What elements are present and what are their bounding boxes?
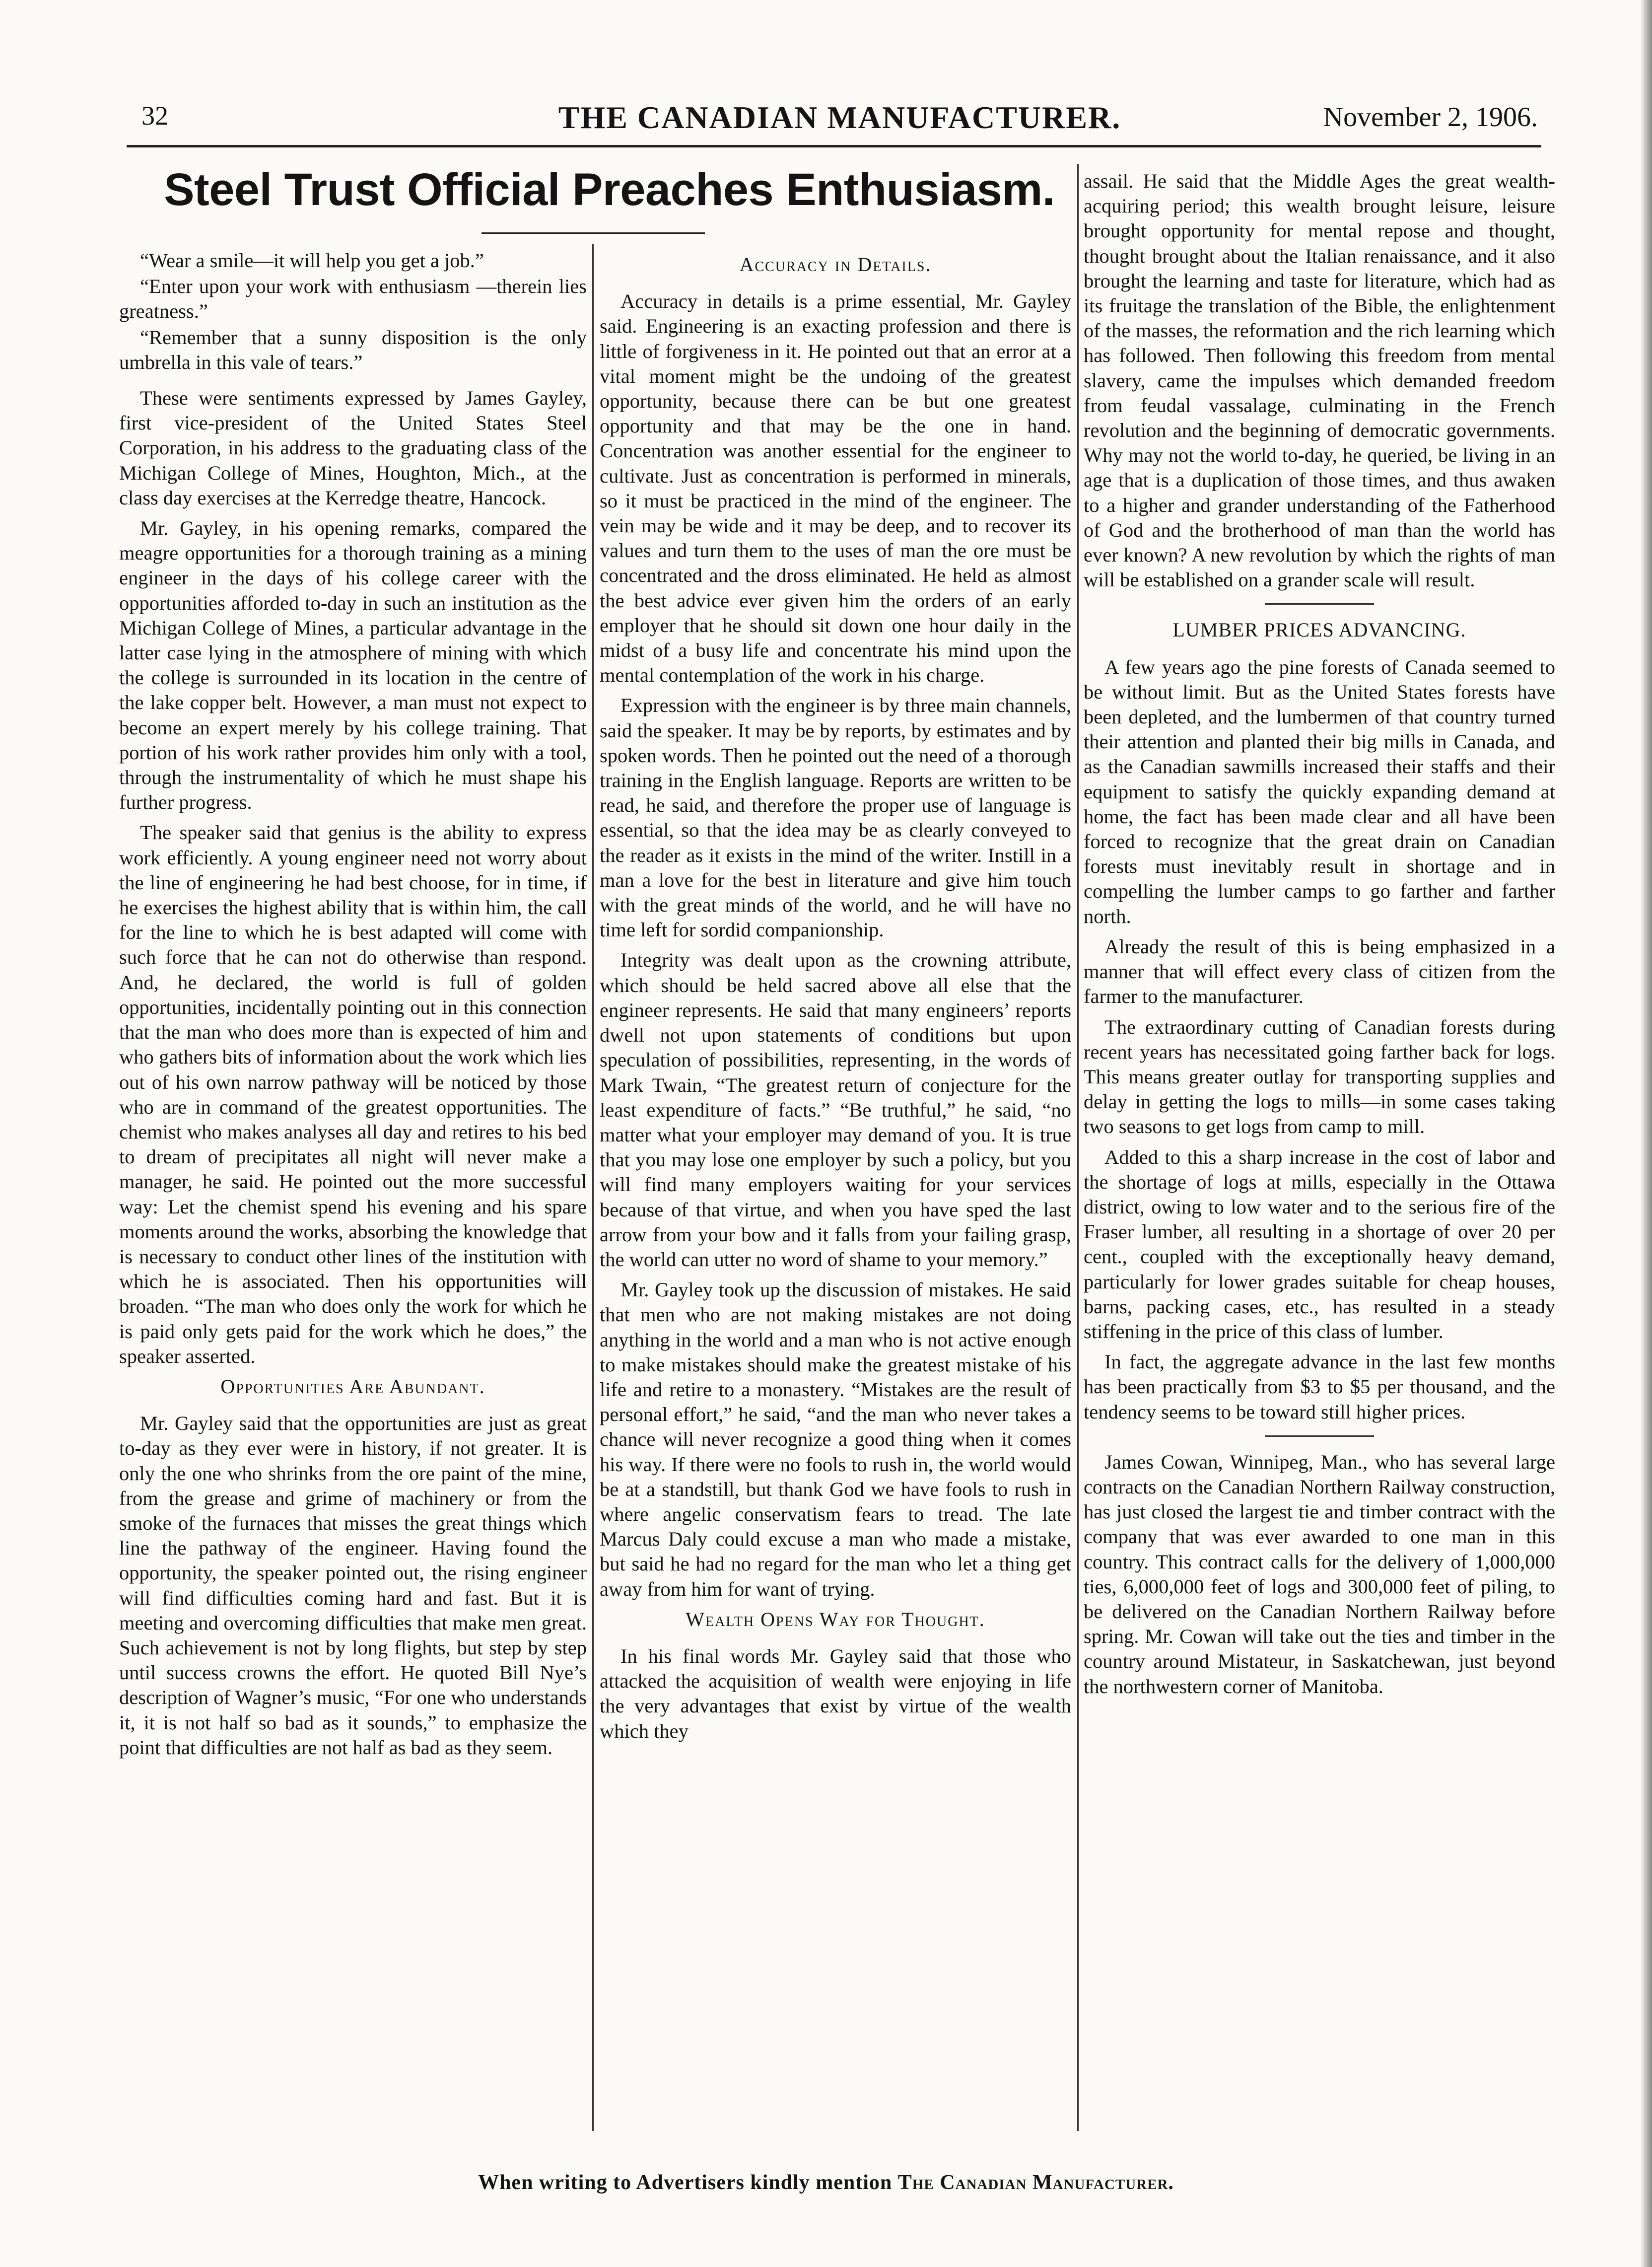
paragraph: Accuracy in details is a prime essential, Mr. Gayley said. Engineering is an exacting profession and there is little of forgiveness in it. He pointed out that an error at a vital moment might be the undoing of the greatest opportunity, because there can be but one greatest opportunity and that may be the one in hand. Concentration was another essential for the engineer to cultivate. Just as concentration is performed in minerals, so it must be practiced in the mind of the engineer. The vein may be wide and it may be deep, and to recover its values and turn them to the uses of man the ore must be concentrated and the dross eliminated. He held as almost the best advice ever given him the orders of an early employer that he should sit down one hour daily in the midst of a busy life and concentrate his mind upon the mental contemplation of the work in his charge.	[600, 290, 1071, 687]
header-rule	[127, 145, 1541, 147]
paragraph: Mr. Gayley, in his opening remarks, compared the meagre opportunities for a thorough training as a mining engineer in the days of his college career with the opportunities afforded to-day in such an institution as the Michigan College of Mines, a particular advantage in the latter case lying in the atmosphere of mining with which the college is surrounded in its location in the centre of the lake copper belt. However, a man must not expect to become an expert merely by his college training. That portion of his work rather provides him only with a tool, through the instrumentality of which he must shape his further progress.	[119, 517, 587, 814]
scan-edge-shadow	[1640, 0, 1652, 2267]
section-subhead: Opportunities Are Abundant.	[220, 1375, 485, 1398]
issue-date: November 2, 1906.	[1323, 102, 1538, 133]
footer-notice	[0, 2171, 1652, 2195]
column-3	[1084, 169, 1555, 1704]
lumber-headline: LUMBER PRICES ADVANCING.	[1172, 619, 1466, 641]
paragraph: Added to this a sharp increase in the cost of labor and the shortage of logs at mills, especially in the Ottawa district, owing to low water and to the serious fire of the Fraser lumber, all resulting in a shortage of over 20 per cent., coupled with the exceptionally heavy demand, particularly for lower grades suitable for cheap houses, barns, packing cases, etc., has resulted in a steady stiffening in the price of this class of lumber.	[1084, 1145, 1555, 1343]
paragraph: Mr. Gayley took up the discussion of mistakes. He said that men who are not making mistakes are not doing anything in the world and a man who is not active enough to make mistakes should make the greatest mistake of his life and retire to a monastery. “Mistakes are the result of personal effort,” he said, “and the man who never takes a chance will never recognize a good thing when it comes his way. If there were no fools to rush in, the world would be at a standstill, but thank God we have fools to rush in where angelic conservatism fears to tread. The late Marcus Daly could excuse a man who made a mistake, but said he had no regard for the man who let a thing get away from him for want of trying.	[600, 1278, 1071, 1600]
column-divider	[1077, 164, 1079, 2131]
page-number: 32	[141, 101, 168, 131]
quote: “Enter upon your work with enthusiasm —therein lies greatness.”	[119, 275, 587, 323]
paragraph: Mr. Gayley said that the opportunities are just as great to-day as they ever were in history, if not greater. It is only the one who shrinks from the ore paint of the mine, from the grease and grime of machinery or from the smoke of the furnaces that misses the great things which line the pathway of the engineer. Having found the opportunity, the speaker pointed out, the rising engineer will find difficulties coming hard and fast. But it is meeting and overcoming difficulties that make men great. Such achievement is not by long flights, but step by step until success crowns the effort. He quoted Bill Nye’s description of Wagner’s music, “For one who understands it, it is not half so bad as it sounds,” to emphasize the point that difficulties are not half as bad as they seem.	[119, 1412, 587, 1759]
section-subhead: Accuracy in Details.	[739, 253, 932, 276]
paragraph: The extraordinary cutting of Canadian forests during recent years has necessitated going farther back for logs. This means greater outlay for transporting supplies and delay in getting the logs to mills—in some cases taking two seasons to get logs from camp to mill.	[1084, 1015, 1555, 1138]
publication-title: THE CANADIAN MANUFACTURER.	[558, 100, 1121, 135]
column-divider	[592, 244, 594, 2131]
paragraph: The speaker said that genius is the ability to express work efficiently. A young engineer need not worry about the line of engineering he had best choose, for in time, if he exercises the highest ability that is within him, the call for the line to which he is best adapted will come with such force that he can not do otherwise than respond. And, he declared, the world is full of golden opportunities, incidentally pointing out in this connection that the man who does more than is expected of him and who gathers bits of information about the work which lies out of his own narrow pathway will be noticed by those who are in command of the greatest opportunities. The chemist who makes analyses all day and retires to his bed to dream of precipitates all night will never make a manager, he said. He pointed out the more successful way: Let the chemist spend his evening and his spare moments around the works, absorbing the knowledge that is necessary to conduct other lines of the institution with which he is associated. Then his opportunities will broaden. “The man who does only the work for which he is paid only gets paid for the work which he does,” the speaker asserted.	[119, 821, 587, 1367]
footer-magazine: The Canadian Manufacturer.	[897, 2171, 1174, 2194]
paragraph: Expression with the engineer is by three main channels, said the speaker. It may be by reports, by estimates and by spoken words. Then he pointed out the need of a thorough training in the English language. Reports are written to be read, he said, and therefore the proper use of language is essential, so that the idea may be as clearly conveyed to the reader as it exists in the mind of the writer. Instill in a man a love for the best in literature and give him touch with the great minds of the world, and he will have no time left for sordid companionship.	[600, 694, 1071, 941]
paragraph: Integrity was dealt upon as the crowning attribute, which should be held sacred above all else that the engineer represents. He said that many engineers’ reports dwell not upon statements of conditions but upon speculation of possibilities, representing, in the words of Mark Twain, “The greatest return of conjecture for the least expenditure of facts.” “Be truthful,” he said, “no matter what your employer may demand of you. It is true that you may lose one employer by such a policy, but you will find many employers waiting for your services because of that virtue, and when you have sped the last arrow from your bow and it falls from your failing grasp, the world can utter no word of shame to your memory.”	[600, 949, 1071, 1271]
paragraph: Already the result of this is being emphasized in a manner that will effect every class of citizen from the farmer to the manufacturer.	[1084, 935, 1555, 1008]
paragraph: A few years ago the pine forests of Canada seemed to be without limit. But as the United States forests have been depleted, and the lumbermen of that country turned their attention and planted their big mills in Canada, and as the Canadian sawmills increased their staffs and their equipment to satisfy the quickly expanding demand at home, the fact has been made clear and all have been forced to recognize that the great drain on Canadian forests must inevitably result in shortage and in compelling the lumber camps to go farther and farther north.	[1084, 655, 1555, 927]
paragraph: James Cowan, Winnipeg, Man., who has several large contracts on the Canadian Northern Railway construction, has just closed the largest tie and timber contract with the company that was ever awarded to one man in this country. This contract calls for the delivery of 1,000,000 ties, 6,000,000 feet of logs and 300,000 feet of piling, to be delivered on the Canadian Northern Railway before spring. Mr. Cowan will take out the ties and timber in the country around Mistateur, in Saskatchewan, just beyond the northwestern corner of Manitoba.	[1084, 1450, 1555, 1698]
section-rule	[1265, 603, 1374, 605]
paragraph: In his final words Mr. Gayley said that those who attacked the acquisition of wealth were enjoying in life the very advantages that exist by virtue of the wealth which they	[600, 1644, 1071, 1742]
column-1	[119, 248, 587, 1766]
section-subhead: Wealth Opens Way for Thought.	[686, 1608, 985, 1630]
quote: “Wear a smile—it will help you get a job.”	[140, 249, 484, 272]
footer-text: When writing to Advertisers kindly mention	[478, 2171, 893, 2194]
quote: “Remember that a sunny disposition is the only umbrella in this vale of tears.”	[119, 326, 587, 373]
paragraph: assail. He said that the Middle Ages the great wealth-acquiring period; this wealth brought leisure, leisure brought opportunity for mental repose and thought, thought brought about the Italian renaissance, and it also brought the learning and taste for literature, which had as its fruitage the translation of the Bible, the enlightenment of the masses, the reformation and the rich learning which has followed. Then following this freedom from mental slavery, came the impulses which demanded freedom from feudal vassalage, culminating in the French revolution and the beginning of democratic governments. Why may not the world to-day, he queried, be living in an age that is a duplication of those times, and thus awaken to a higher and grander understanding of the Fatherhood of God and the brotherhood of man than the world has ever known? A new revolution by which the rights of man will be established on a grander scale will result.	[1084, 170, 1555, 591]
article-headline: Steel Trust Official Preaches Enthusiasm.	[164, 164, 1055, 215]
headline-rule	[482, 232, 705, 234]
paragraph: These were sentiments expressed by James Gayley, first vice-president of the United States Steel Corporation, in his address to the graduating class of the Michigan College of Mines, Houghton, Mich., at the class day exercises at the Kerredge theatre, Hancock.	[119, 387, 587, 509]
column-2	[600, 248, 1071, 1749]
paragraph: In fact, the aggregate advance in the last few months has been practically from $3 to $5 per thousand, and the tendency seems to be toward still higher prices.	[1084, 1350, 1555, 1423]
running-header	[141, 94, 1538, 139]
section-rule	[1265, 1435, 1374, 1437]
